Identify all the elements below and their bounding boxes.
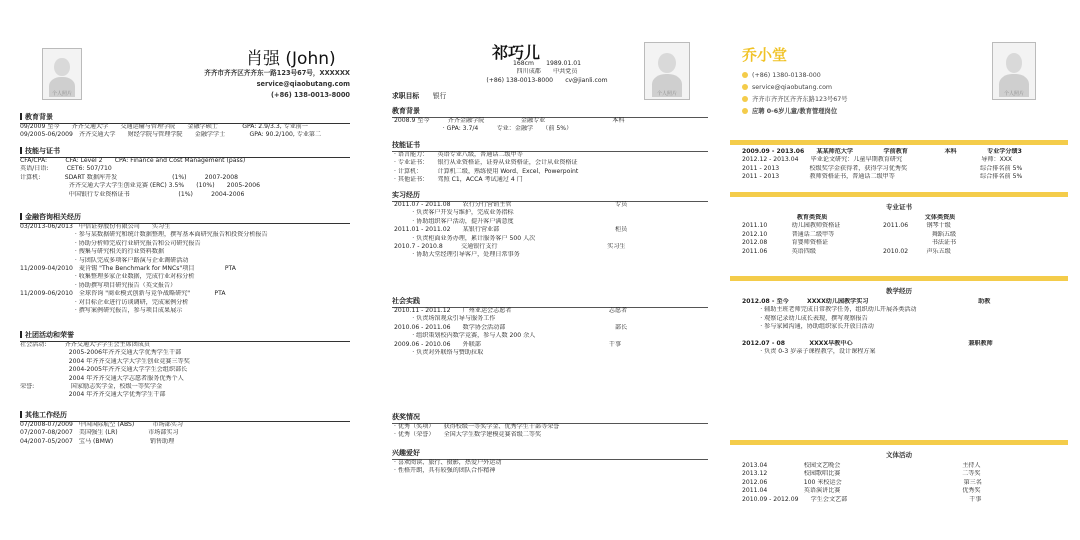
list-item: · 专业证书： 银行从业资格证，证券从业资格证，会计从业资格证	[394, 159, 578, 167]
list-item: · 与团队完成多项客户路演与企业调研活动	[20, 256, 189, 264]
section-title: 获奖情况	[392, 412, 708, 424]
section-title: 教育背景	[392, 106, 708, 118]
list-item: 2010.7 - 2010.8 交通银行支行 实习生	[394, 243, 626, 251]
list-item: · 协助撰写项目研究报告（英文报告）	[20, 281, 177, 289]
list-item: · 计算机： 计算机二级，熟练使用 Word、Excel、Powerpoint	[394, 167, 579, 175]
section-body	[20, 123, 350, 140]
section-body	[394, 459, 710, 476]
section-body	[394, 201, 710, 260]
contact-email: service@qiaobutang.com	[742, 82, 848, 94]
list-item: 07/2008-07/2009 中国国际航空 (ABS) 市场部实习	[20, 421, 184, 428]
section-title: 金融咨询相关经历	[20, 212, 350, 224]
list-item: · 负责 0-3 岁亲子课程教学，设计课程方案	[742, 348, 876, 356]
list-item: 计算机: SDART 数据库开发 (1%) 2007-2008	[20, 173, 239, 181]
list-item: 2012.12 - 2013.04 毕业论文研究：儿童早期教育研究 导师：XXX	[742, 156, 1013, 164]
list-item: 2009.06 - 2010.06 外联部 干事	[394, 340, 622, 348]
section-divider	[730, 192, 1068, 197]
resume-john	[18, 30, 354, 520]
list-item: · 语言能力： 英语专业八级，普通话二级甲等	[394, 151, 523, 158]
list-item: 2013.12 校园歌唱比赛 二等奖	[742, 470, 981, 478]
list-item: 2011.06 英语四级 2010.02 声乐五级	[742, 247, 951, 255]
section-body	[742, 214, 1062, 256]
section-title: 技能与证书	[20, 146, 350, 158]
list-item: 11/2009-04/2010 麦肯锡 "The Benchmark for MNCs"项目 PTA	[20, 265, 236, 273]
list-item: 2010.11 - 2011.12 广州亚运会志愿者 志愿者	[394, 307, 628, 314]
contact-phone: (+86) 1380-0138-000	[742, 70, 848, 82]
resume-name: 乔小堂	[742, 46, 788, 64]
list-item: 2011.10 幼儿园教师资格证 2011.06 钢琴十级	[742, 222, 951, 230]
list-item: · GPA: 3.7/4 专业：金融学 （前 5%）	[394, 125, 573, 133]
section-body	[394, 423, 710, 440]
list-item: · 协助组织客户活动，提升客户满意度	[394, 217, 514, 225]
section-body	[20, 341, 350, 400]
contact-phone: (+86) 138-0013-8000	[271, 91, 350, 99]
list-item: 荣誉: 国家励志奖学金，校级一等奖学金	[20, 383, 163, 391]
section-title: 教育背景	[20, 112, 350, 124]
list-item: 2011.01 - 2011.02 某银行营业部 柜员	[394, 226, 628, 234]
resume-qiaoer	[382, 30, 716, 520]
list-item: 2013.04 校园文艺晚会 主持人	[742, 462, 981, 469]
section-body	[20, 421, 350, 446]
target-icon	[742, 108, 748, 114]
list-item: · 辅助主班老师完成日常教学任务，组织幼儿开展各类活动	[742, 306, 917, 314]
list-item: · 对目标企业进行访谈调研，完成案例分析	[20, 298, 189, 306]
contact-address: 齐齐市齐齐区齐齐东一路123号67号，XXXXXX	[204, 69, 350, 77]
list-item: · 组织策划校内数学竞赛，参与人数 200 余人	[394, 332, 536, 340]
contact-list	[742, 70, 848, 118]
list-item: 中国银行专业资格证书 (1%) 2004-2006	[20, 190, 245, 198]
list-item: · 负责对外联络与赞助拉取	[394, 349, 484, 357]
section-body	[394, 151, 710, 185]
profile-photo: 个人照片	[644, 42, 690, 100]
list-item: 齐齐交通大学大学生创业竞赛 (ERC) 3.5% (10%) 2005-2006	[20, 182, 261, 190]
section-title: 专业证书	[886, 203, 912, 211]
list-item: CFA/CPA: CFA: Level 2 CPA: Finance and Cost Management (pass)	[20, 157, 246, 164]
list-item: 社会活动: 齐齐交通大学学生会主席团成员	[20, 341, 151, 348]
list-item: · 撰写案例研究报告，参与项目成果展示	[20, 307, 183, 315]
mail-icon	[742, 84, 748, 90]
list-item: 11/2009-06/2010 全球咨询 "商业模式创新与竞争战略研究" PTA	[20, 290, 226, 298]
list-item: 09/2009 至今 齐齐交通大学 交通运输与管理学院 金融学硕士 GPA: 2.9/3.3, 专业前一	[20, 123, 308, 130]
list-item: 2012.07 - 08 XXXX早教中心 兼职教师	[742, 339, 993, 347]
section-title: 其他工作经历	[20, 410, 350, 422]
section-divider	[730, 276, 1068, 281]
section-body	[20, 157, 350, 199]
resume-name: 祁巧儿	[492, 43, 541, 62]
list-item: 09/2005-06/2009 齐齐交通大学 财经学院与管理学院 金融学学士 GPA: 90.2/100, 专业第二	[20, 131, 322, 139]
list-item: 2011 - 2013 教师资格证书，普通话二级甲等 综合排名前 5%	[742, 173, 1023, 181]
phone-icon	[742, 72, 748, 78]
list-item: 2004-2005年齐齐交通大学学生会组织部长	[20, 366, 188, 374]
section-title: 技能证书	[392, 140, 708, 152]
section-title: 社会实践	[392, 296, 708, 308]
section-divider	[730, 140, 1068, 145]
list-item: 2011.04 英语演讲比赛 优秀奖	[742, 487, 981, 495]
list-item: · 其他证书： 驾照 C1，ACCA 考试通过 4 门	[394, 176, 523, 184]
list-item: · 协助分析师完成行业研究报告和公司研究报告	[20, 239, 201, 247]
list-item: · 参与家园沟通，协助组织家长开放日活动	[742, 323, 874, 331]
list-item: 英语/日语: CET6: 507/710	[20, 165, 112, 173]
resume-name: 肖强 (John)	[246, 49, 336, 69]
job-target: 应聘 0-6岁儿童/教育管理岗位	[742, 106, 848, 118]
section-body	[742, 462, 1062, 504]
section-title: 兴趣爱好	[392, 448, 708, 460]
list-item: 2010.06 - 2011.06 数学协会活动部 部长	[394, 323, 628, 331]
list-item: · 收集整理多家企业数据，完成行业对标分析	[20, 273, 195, 281]
list-item: 2011 - 2013 校级奖学金获得者，获得学习优秀奖 综合排名前 5%	[742, 164, 1023, 172]
list-item: · 喜欢阅读、旅行、摄影，热爱户外运动	[394, 459, 502, 466]
list-item: 2004 年齐齐交通大学志愿者服务优秀个人	[20, 374, 184, 382]
section-body	[742, 298, 1062, 356]
list-item: 2009.09 - 2013.06 某某师范大学 学前教育 本科 专业学分绩3	[742, 148, 1022, 155]
section-title: 社团活动和荣誉	[20, 330, 350, 342]
list-item: 2004 年齐齐交通大学优秀学生干部	[20, 391, 166, 399]
contact-email: service@qiaobutang.com	[256, 80, 350, 88]
list-item: · 负责场馆观众引导与服务工作	[394, 315, 496, 323]
section-title: 文体活动	[886, 451, 912, 459]
list-item: 04/2007-05/2007 宝马 (BMW) 销售助理	[20, 437, 175, 445]
list-item: · 性格开朗，具有较强的团队合作精神	[394, 467, 496, 475]
section-title: 实习经历	[392, 190, 708, 202]
list-item: 2012.06 100 米校运会 第三名	[742, 478, 982, 486]
list-item: · 协助大堂经理引导客户，处理日常事务	[394, 251, 520, 259]
list-item: 2008.9 至今 齐齐金融学院 金融专业 本科	[394, 117, 625, 124]
list-item: · 观察记录幼儿成长表现，撰写观察报告	[742, 314, 868, 322]
list-item: 2010.09 - 2012.09 学生会文艺部 干事	[742, 495, 982, 503]
list-item: · 搜集与研究相关的行业资料数据	[20, 248, 165, 256]
list-item: · 负责柜面业务办理，累计服务客户 500 人次	[394, 234, 536, 242]
list-item: 2012.08 育婴师资格证 书法证书	[742, 239, 957, 247]
list-item: 2012.08 - 至今 XXXX幼儿园教学实习 助教	[742, 298, 991, 305]
personal-info: 168cm 1989.01.01 四川成都 中共党员 (+86) 138-0013-8000 cv@jianli.com	[486, 60, 608, 84]
list-item: · 优秀（荣誉） 全国大学生数学建模竞赛省级二等奖	[394, 431, 542, 439]
section-title: 教学经历	[886, 287, 912, 295]
list-item: 2004 年齐齐交通大学大学生创业竞赛三等奖	[20, 357, 190, 365]
profile-photo: 个人照片	[992, 42, 1036, 100]
section-body	[394, 307, 710, 357]
list-item: 2005-2006年齐齐交通大学优秀学生干部	[20, 349, 182, 357]
contact-address: 齐齐市齐齐区齐齐东路123号67号	[742, 94, 848, 106]
list-item: 03/2013-06/2013 中信证券股份有限公司 实习生	[20, 223, 171, 230]
resume-qiaoxiaotang	[730, 30, 1068, 520]
list-item: 2011.07 - 2011.08 农行分行营销主管 专员	[394, 201, 628, 208]
section-body	[742, 148, 1062, 182]
profile-photo: 个人照片	[42, 48, 82, 100]
list-item: · 负责客户开发与维护，完成业务指标	[394, 209, 514, 217]
list-item: 教育类资质 文体类资质	[742, 214, 956, 221]
list-item: · 参与某数据研究和统计数据整理，撰写基本面研究报告和投资分析报告	[20, 231, 268, 239]
list-item: 07/2007-08/2007 美国强生 (LR) 市场部实习	[20, 429, 179, 437]
list-item: · 优秀（奖项） 获得校级一等奖学金、优秀学生干部等荣誉	[394, 423, 560, 430]
location-icon	[742, 96, 748, 102]
section-body	[394, 117, 710, 134]
list-item: 2012.10 普通话二级甲等 舞蹈五级	[742, 230, 957, 238]
objective-label: 求职目标 银行	[392, 92, 447, 100]
section-body	[20, 223, 350, 315]
section-divider	[730, 440, 1068, 445]
